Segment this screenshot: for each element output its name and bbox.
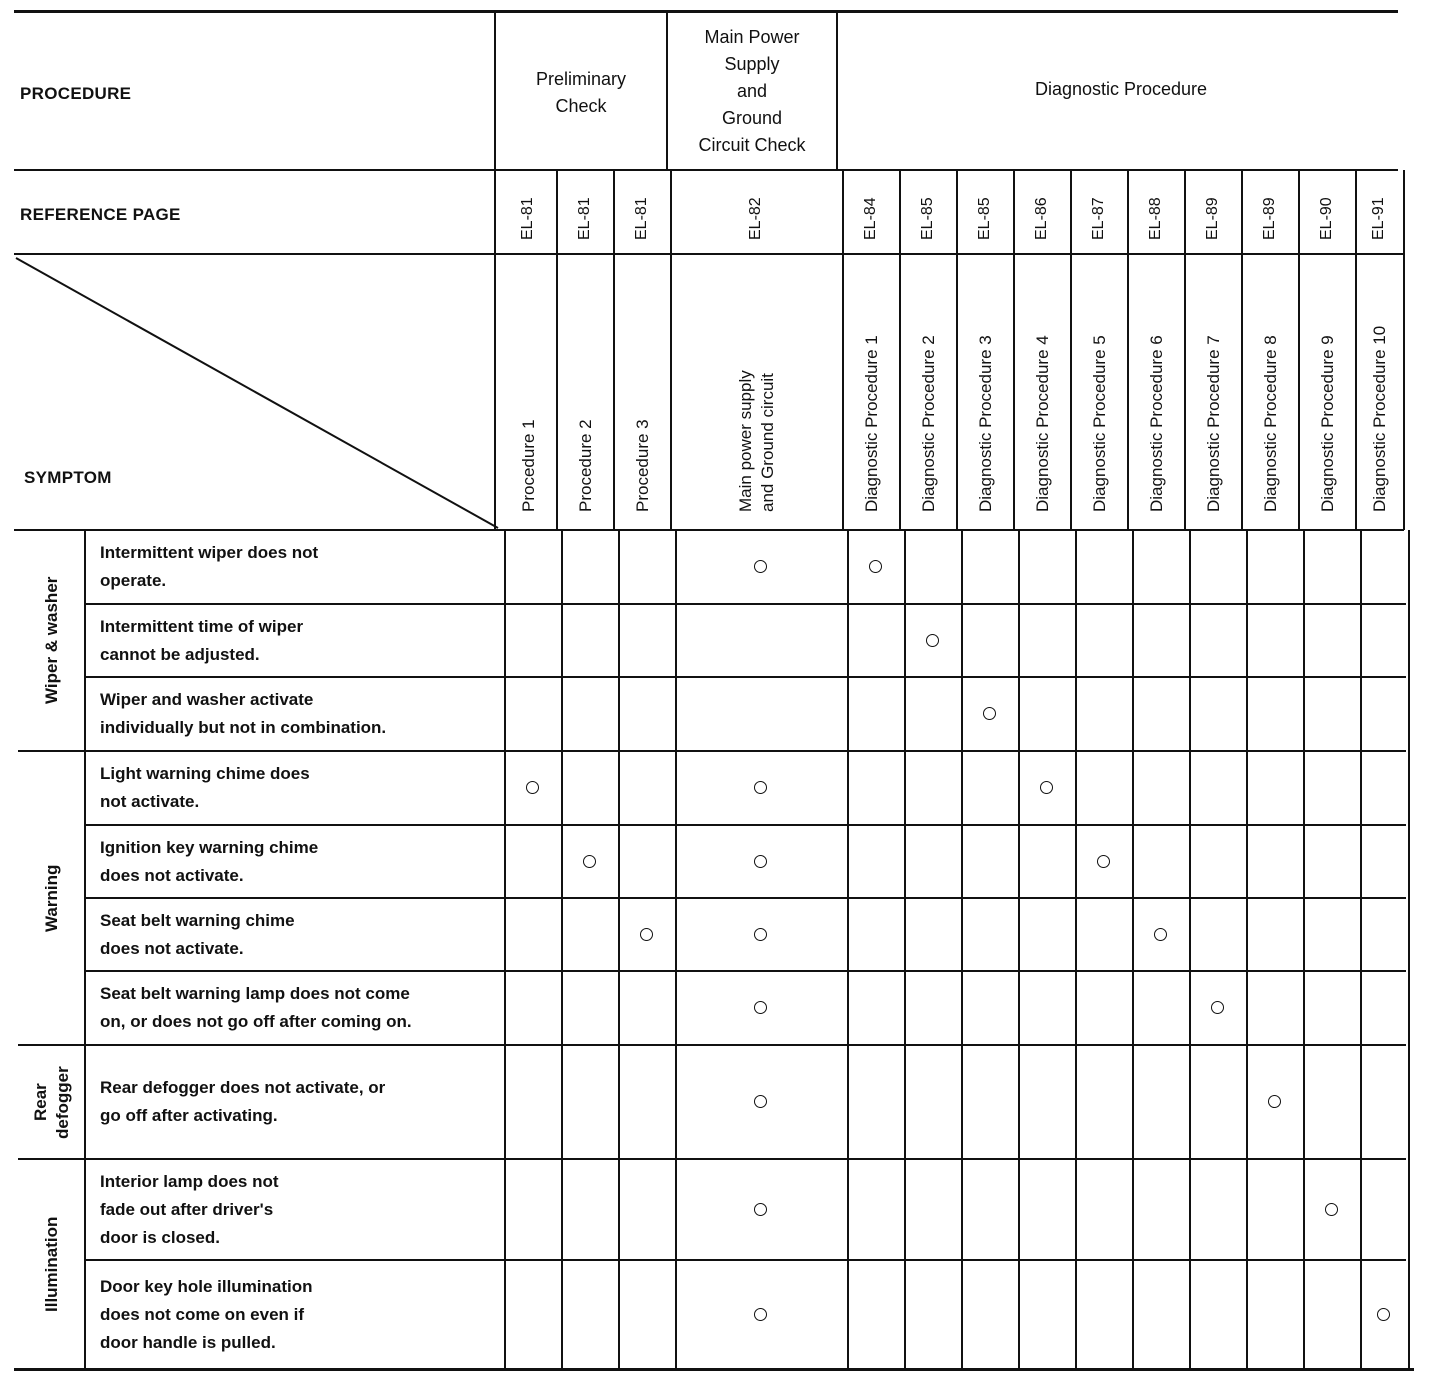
symptom-text: on, or does not go off after coming on. xyxy=(100,1012,412,1031)
symptom-text: Ignition key warning chime xyxy=(100,837,319,857)
procedure-label: PROCEDURE xyxy=(20,84,132,103)
symptom-text: Interior lamp does not xyxy=(100,1171,279,1191)
procedure-name: Main power supply xyxy=(736,370,755,512)
row-rule xyxy=(86,970,1406,972)
procedure-name: Diagnostic Procedure 10 xyxy=(1370,325,1389,512)
group-line: Supply xyxy=(724,54,780,74)
category-rule xyxy=(18,1044,86,1046)
procedure-name: Procedure 3 xyxy=(632,419,652,512)
symptom-text: Intermittent wiper does not xyxy=(100,543,319,562)
symptom-text: does not come on even if xyxy=(100,1305,305,1324)
procedure-name: Diagnostic Procedure 4 xyxy=(1032,335,1052,512)
procedure-name: Diagnostic Procedure 3 xyxy=(975,335,995,512)
symptom-text: Seat belt warning chime xyxy=(100,910,295,930)
group-line: Circuit Check xyxy=(698,135,806,155)
symptom-text: Intermittent time of wiper xyxy=(100,616,304,636)
procedure-name: Diagnostic Procedure 2 xyxy=(918,335,938,512)
symptom-text: Wiper and washer activate xyxy=(100,690,314,709)
symptom-text: fade out after driver's xyxy=(100,1199,274,1219)
symptom-text: door is closed. xyxy=(100,1227,220,1247)
group-line: Main Power xyxy=(704,27,800,47)
procedure-name: Procedure 1 xyxy=(518,419,538,512)
symptom-text: operate. xyxy=(100,571,167,590)
row-rule xyxy=(86,1259,1406,1261)
procedure-name: Diagnostic Procedure 7 xyxy=(1203,335,1223,512)
row-rule xyxy=(86,824,1406,826)
group-line: and xyxy=(736,81,768,101)
symptom-text: Rear defogger does not activate, or xyxy=(100,1078,386,1097)
category-label: Wiper & washer xyxy=(42,576,61,704)
reference-page: EL-88 xyxy=(1146,197,1164,240)
row-rule xyxy=(86,750,1406,752)
symptom-text: door handle is pulled. xyxy=(100,1333,276,1352)
category-rule xyxy=(18,750,86,752)
category-label: defogger xyxy=(53,1065,72,1139)
procedure-name: Diagnostic Procedure 5 xyxy=(1089,335,1109,512)
category-label: Rear xyxy=(31,1083,50,1121)
procedure-name: Diagnostic Procedure 9 xyxy=(1317,335,1337,512)
reference-page: EL-85 xyxy=(918,197,936,240)
procedure-name: Diagnostic Procedure 8 xyxy=(1260,335,1280,512)
symptom-text: Door key hole illumination xyxy=(100,1277,313,1296)
reference-page: EL-90 xyxy=(1317,197,1335,240)
reference-page: EL-86 xyxy=(1032,197,1050,240)
reference-page: EL-81 xyxy=(632,197,650,240)
row-rule xyxy=(86,676,1406,678)
procedure-name: Diagnostic Procedure 6 xyxy=(1146,335,1166,512)
reference-page: EL-82 xyxy=(747,197,764,240)
diagonal-line xyxy=(16,258,498,528)
group-line: Preliminary xyxy=(535,69,627,89)
procedure-name: Diagnostic Procedure 1 xyxy=(861,335,881,512)
category-vline xyxy=(84,530,86,1370)
symptom-text: go off after activating. xyxy=(100,1106,278,1125)
group-line: Check xyxy=(555,96,607,116)
group-line: Diagnostic Procedure xyxy=(1034,79,1208,99)
reference-page: EL-81 xyxy=(518,197,536,240)
reference-page: EL-89 xyxy=(1203,197,1221,240)
symptom-label: SYMPTOM xyxy=(24,468,112,487)
procedure-name: and Ground circuit xyxy=(758,373,777,512)
reference-page: EL-81 xyxy=(575,197,593,240)
reference-page: EL-85 xyxy=(975,197,993,240)
symptom-text: individually but not in combination. xyxy=(100,718,387,737)
row-rule xyxy=(86,1044,1406,1046)
row-rule xyxy=(86,897,1406,899)
reference-page-label: REFERENCE PAGE xyxy=(20,205,181,224)
symptom-text: cannot be adjusted. xyxy=(100,644,260,664)
row-rule xyxy=(86,1158,1406,1160)
symptom-text: Seat belt warning lamp does not come xyxy=(100,984,410,1003)
group-line: Ground xyxy=(721,108,783,128)
symptom-text: does not activate. xyxy=(100,938,244,958)
category-label: Warning xyxy=(42,864,61,932)
category-rule xyxy=(18,1158,86,1160)
row-rule xyxy=(86,603,1406,605)
procedure-name: Procedure 2 xyxy=(575,419,595,512)
reference-page: EL-91 xyxy=(1370,197,1387,240)
reference-page: EL-87 xyxy=(1089,197,1107,240)
reference-page: EL-84 xyxy=(861,197,879,240)
symptom-text: does not activate. xyxy=(100,865,244,885)
reference-page: EL-89 xyxy=(1260,197,1278,240)
category-label: Illumination xyxy=(42,1216,61,1312)
symptom-text: not activate. xyxy=(100,792,200,811)
symptom-text: Light warning chime does xyxy=(100,764,310,783)
